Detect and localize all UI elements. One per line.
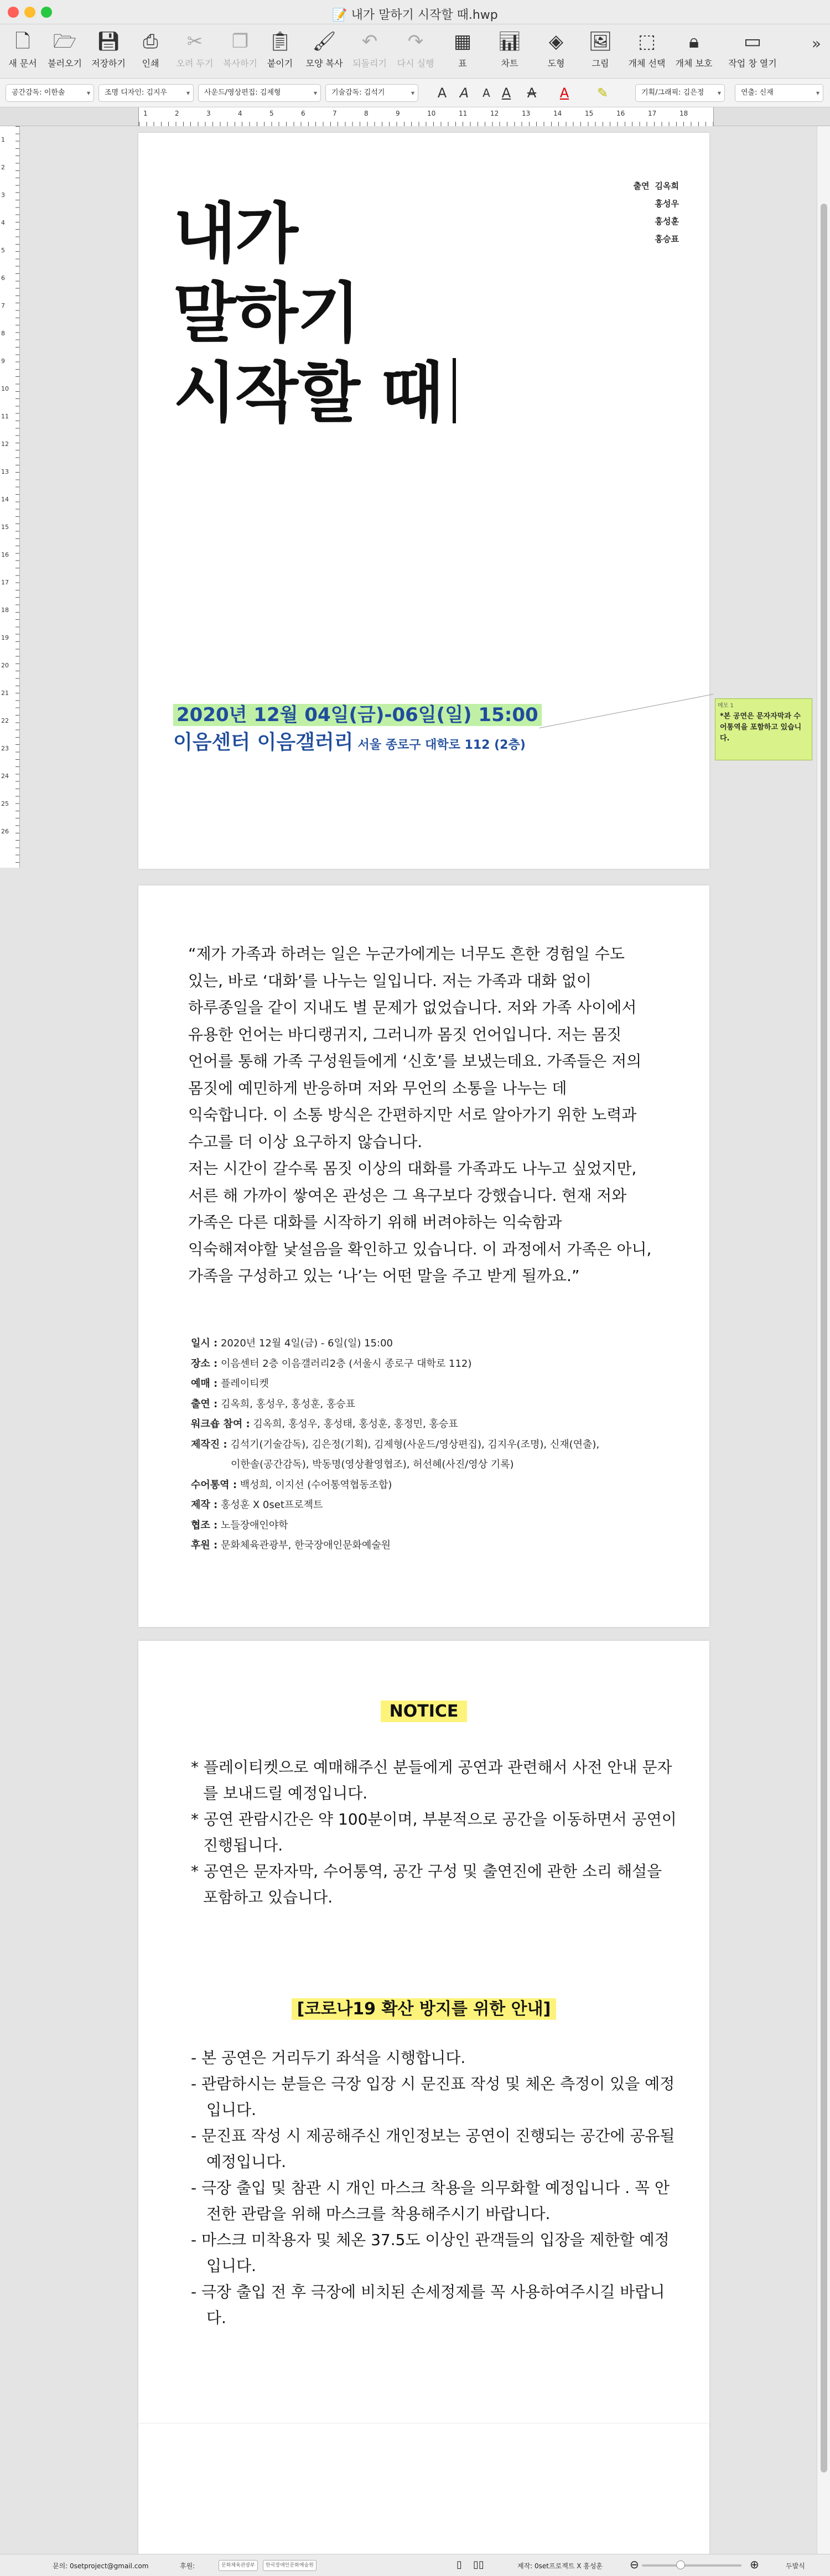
credit-row: [191, 1354, 678, 1375]
ruler-number: 11: [1, 413, 9, 420]
ruler-number: 14: [1, 496, 9, 503]
notice-heading: [138, 1702, 709, 1721]
cast-name: 홍성훈: [655, 216, 679, 226]
ruler-number: 15: [585, 110, 594, 117]
table-button[interactable]: ▦ 표: [440, 28, 485, 76]
credit-key: 일시 :: [191, 1338, 218, 1349]
credit-row: [191, 1516, 678, 1536]
ruler-number: 12: [490, 110, 499, 117]
save-icon: 💾︎: [96, 30, 121, 53]
covid-item: - 극장 출입 전 후 극장에 비치된 손세정제를 꼭 사용하여주시길 바랍니다.: [191, 2283, 665, 2327]
task-pane-icon: ▭: [743, 30, 762, 53]
strikethrough-icon[interactable]: A: [527, 85, 537, 101]
open-task-pane-button[interactable]: ▭ 작업 창 열기: [728, 30, 777, 69]
venue-name: 이음센터 이음갤러리: [173, 731, 354, 754]
title-line: 말하기: [173, 275, 359, 351]
credit-row: [191, 1395, 678, 1415]
covid-item: - 관람하시는 분들은 극장 입장 시 문진표 작성 및 체온 측정이 있을 예정입니다.: [191, 2075, 675, 2119]
credit-row: [191, 1334, 678, 1354]
redo-button[interactable]: ↷ 다시 실행: [397, 30, 434, 69]
ruler-number: 8: [364, 110, 369, 117]
window-title: 📝 내가 말하기 시작할 때.hwp: [332, 8, 498, 22]
ruler-number: 26: [1, 828, 9, 835]
ruler-number: 16: [1, 551, 9, 558]
covid-item: - 마스크 미착용자 및 체온 37.5도 이상인 관객들의 입장을 제한할 예정입니다.: [191, 2231, 670, 2275]
ruler-number: 9: [1, 357, 5, 365]
format-copy-button[interactable]: 🖌︎ 모양 복사: [305, 30, 343, 69]
quote-line: “제가 가족과 하려는 일은 누군가에게는 너무도 흔한 경험일 수도: [188, 945, 625, 963]
ruler-number: 3: [206, 110, 211, 117]
performance-date: 2020년 12월 04일(금)-06일(일) 15:00: [173, 704, 542, 726]
ruler-number: 4: [1, 219, 5, 226]
protect-object-button[interactable]: 🔒︎ 개체 보호: [675, 30, 713, 69]
ruler-number: 6: [301, 110, 305, 117]
ruler-number: 18: [679, 110, 688, 117]
zoom-in-icon[interactable]: ⊕: [750, 2558, 759, 2571]
document-page-3[interactable]: [138, 1641, 709, 2427]
copy-button[interactable]: ❐ 복사하기: [223, 30, 257, 69]
cast-name: 홍성우: [655, 199, 679, 209]
ruler-number: 9: [396, 110, 400, 117]
highlighter-icon[interactable]: ✎: [596, 85, 609, 101]
credit-row: [191, 1414, 678, 1435]
redo-icon: ↷: [407, 30, 424, 53]
ruler-number: 23: [1, 745, 9, 752]
ruler-number: 8: [1, 330, 5, 337]
shape-icon: ◈: [548, 30, 564, 53]
credit-key: 후원 :: [191, 1540, 218, 1551]
cast-label: 출연: [633, 181, 650, 191]
ruler-number: 3: [1, 191, 5, 199]
document-page-1[interactable]: [138, 133, 709, 869]
zoom-slider-knob[interactable]: [676, 2561, 685, 2569]
quote-line: 유용한 언어는 바디랭귀지, 그러니까 몸짓 언어입니다. 저는 몸짓: [188, 1025, 622, 1044]
ruler-number: 17: [1, 579, 9, 586]
document-title: [173, 194, 456, 433]
horizontal-ruler[interactable]: [0, 107, 830, 126]
ruler-number: 1: [143, 110, 148, 117]
folder-icon: 🗁: [53, 30, 77, 53]
memo-header: 메모 1: [718, 703, 734, 709]
credit-row: [191, 1374, 678, 1395]
table-icon: ▦: [453, 30, 472, 53]
covid-item: - 본 공연은 거리두기 좌석을 시행합니다.: [191, 2049, 466, 2067]
credit-key: 협조 :: [191, 1519, 218, 1531]
credit-key: 제작 :: [191, 1499, 218, 1511]
credit-value: 김석기(기술감독), 김은정(기획), 김제형(사운드/영상편집), 김지우(조명), 신재(연출),: [227, 1438, 600, 1450]
font-lang-select[interactable]: 사운드/영상편집: 김제형 ▾: [198, 84, 321, 102]
credit-row: [191, 1435, 678, 1455]
undo-button[interactable]: ↶ 되돌리기: [352, 30, 387, 69]
ruler-number: 7: [1, 302, 5, 309]
picture-icon: 🖼︎: [588, 30, 613, 53]
open-button[interactable]: 🗁 불러오기: [48, 30, 82, 69]
credit-value: 이한솔(공간감독), 박동명(영상촬영협조), 허선혜(사진/영상 기록): [231, 1459, 514, 1470]
format-brush-icon: 🖌︎: [312, 30, 336, 53]
credit-value: 이음센터 2층 이음갤러리2층 (서울시 종로구 대학로 112): [217, 1357, 472, 1370]
zoom-out-icon[interactable]: ⊖: [630, 2558, 639, 2571]
cast-name: 홍승표: [655, 234, 679, 244]
ruler-number: 13: [522, 110, 531, 117]
credit-key: 출연 :: [191, 1398, 218, 1410]
credits-list: [191, 1334, 678, 1556]
credit-key: 장소 :: [191, 1357, 218, 1370]
format-bar: [0, 79, 830, 107]
memo-text: *본 공연은 문자자막과 수어통역을 포함하고 있습니다.: [720, 712, 802, 743]
notice-title: NOTICE: [381, 1701, 468, 1722]
credit-value: 김옥희, 홍성우, 홍성태, 홍성훈, 홍정민, 홍승표: [250, 1418, 458, 1430]
cast-name: 김옥희: [655, 181, 679, 191]
credit-key: 제작진 :: [191, 1438, 227, 1450]
scrollbar-thumb[interactable]: [821, 204, 827, 2473]
ruler-number: 14: [553, 110, 562, 117]
shape-button[interactable]: ◈ 도형: [533, 28, 579, 76]
memo-note[interactable]: [715, 698, 812, 760]
main-toolbar: [0, 24, 830, 79]
ruler-number: 21: [1, 690, 9, 697]
venue-line: [173, 729, 526, 759]
ruler-number: 25: [1, 800, 9, 807]
footer-producer: 제작: 0set프로젝트 X 홍성훈: [517, 2562, 603, 2570]
footer-contact: 문의: 0setproject@gmail.com: [53, 2562, 149, 2570]
credit-value: 김옥희, 홍성우, 홍성훈, 홍승표: [217, 1398, 355, 1410]
copy-icon: ❐: [231, 30, 249, 53]
vertical-scrollbar[interactable]: [817, 126, 830, 2561]
bar-chart-icon: 📊︎: [497, 30, 522, 53]
ruler-number: 7: [333, 110, 337, 117]
font-size-up-icon[interactable]: A: [437, 85, 447, 101]
paste-button[interactable]: 📋︎ 붙이기: [267, 30, 293, 69]
notice-item: * 플레이티켓으로 예매해주신 분들에게 공연과 관련해서 사전 안내 문자를 보내드릴 예정입니다.: [191, 1758, 672, 1802]
clipboard-icon: 📋︎: [268, 30, 292, 53]
ruler-number: 12: [1, 440, 9, 448]
ruler-number: 4: [238, 110, 242, 117]
quote-line: 저는 시간이 갈수록 몸짓 이상의 대화를 가족과도 나누고 싶었지만,: [188, 1159, 637, 1178]
credit-key: 수어통역 :: [191, 1479, 237, 1491]
ruler-number: 11: [459, 110, 468, 117]
chart-button[interactable]: 📊︎ 차트: [497, 30, 522, 69]
quote-line: 익숙합니다. 이 소통 방식은 간편하지만 서로 알아가기 위한 노력과: [188, 1106, 637, 1124]
ruler-number: 6: [1, 274, 5, 282]
ruler-number: 2: [1, 164, 5, 171]
lock-object-icon: 🔒︎: [688, 30, 699, 53]
print-button[interactable]: ⎙ 인쇄: [128, 28, 173, 76]
covid-list: [191, 2045, 678, 2331]
credit-row: [191, 1475, 678, 1496]
select-object-button[interactable]: ⬚ 개체 선택: [628, 30, 666, 69]
credit-value: 문화체육관광부, 한국장애인문화예술원: [217, 1540, 391, 1551]
quote-line: 몸짓에 예민하게 반응하며 저와 무언의 소통을 나누는 데: [188, 1079, 567, 1097]
ruler-number: 16: [616, 110, 625, 117]
toolbar-overflow-icon[interactable]: »: [811, 34, 821, 53]
quote-line: 서른 해 가까이 쌓여온 관성은 그 욕구보다 강했습니다. 현재 저와: [188, 1186, 627, 1205]
cut-button[interactable]: ✂ 오려 두기: [176, 30, 214, 69]
covid-heading: [138, 1995, 709, 2019]
selection-icon: ⬚: [637, 30, 656, 53]
credit-row: [191, 1536, 678, 1556]
page-view-icon[interactable]: ▯: [456, 2559, 462, 2570]
ruler-number: 20: [1, 662, 9, 669]
footer-sponsor-label: 후원:: [180, 2562, 195, 2570]
paragraph-style-select[interactable]: 기획/그래픽: 김은정 ▾: [635, 84, 725, 102]
document-page-2[interactable]: [138, 885, 709, 1627]
cast-list: [634, 177, 679, 248]
title-line: 내가: [173, 195, 297, 272]
new-document-button[interactable]: 🗋 새 문서: [8, 30, 37, 69]
superscript-icon[interactable]: A: [483, 86, 490, 100]
credit-value: 백성희, 이지선 (수어통역협동조합): [237, 1479, 392, 1491]
quote-line: 가족은 다른 대화를 시작하기 위해 버려야하는 익숙함과: [188, 1213, 562, 1231]
two-page-view-icon[interactable]: ▯▯: [473, 2559, 484, 2570]
ruler-number: 18: [1, 607, 9, 614]
ruler-number: 15: [1, 524, 9, 531]
venue-address: 서울 종로구 대학로 112 (2층): [357, 738, 526, 752]
ruler-number: 24: [1, 773, 9, 780]
quote-line: 익숙해져야할 낯설음을 확인하고 있습니다. 이 과정에서 가족은 아니,: [188, 1240, 652, 1258]
credit-row: [191, 1495, 678, 1516]
notice-list: [191, 1754, 678, 1910]
line-spacing-select[interactable]: 연출: 신재 ▾: [735, 84, 823, 102]
credit-value: 2020년 12월 4일(금) - 6일(일) 15:00: [217, 1338, 393, 1349]
style-select[interactable]: 공간감독: 이한솔 ▾: [6, 84, 94, 102]
credit-row: [191, 1455, 678, 1475]
ruler-number: 13: [1, 468, 9, 475]
quote-line: 가족을 구성하고 있는 ‘나’는 어떤 말을 주고 받게 될까요.”: [188, 1267, 580, 1285]
document-page-4[interactable]: [138, 2424, 709, 2562]
ruler-number: 1: [1, 136, 5, 143]
quote-line: 언어를 통해 가족 구성원들에게 ‘신호’를 보냈는데요. 가족들은 저의: [188, 1052, 642, 1070]
font-color-icon[interactable]: A: [559, 85, 569, 101]
notice-item: * 공연은 문자자막, 수어통역, 공간 구성 및 출연진에 관한 소리 해설을 포함하고 있습니다.: [191, 1862, 662, 1906]
font-name: 두발식: [786, 2562, 805, 2570]
ruler-number: 10: [427, 110, 436, 117]
vertical-ruler[interactable]: [0, 126, 20, 868]
size-select[interactable]: 기술감독: 김석기 ▾: [325, 84, 418, 102]
underline-icon[interactable]: A: [501, 85, 511, 101]
new-document-icon: 🗋: [15, 30, 30, 53]
covid-item: - 극장 출입 및 참관 시 개인 마스크 착용을 의무화할 예정입니다 . 꼭 안전한 관람을 위해 마스크를 착용해주시기 바랍니다.: [191, 2179, 670, 2223]
memo-connector: [540, 694, 713, 728]
undo-icon: ↶: [361, 30, 378, 53]
covid-item: - 문진표 작성 시 제공해주신 개인정보는 공연이 진행되는 공간에 공유될 예정입니다.: [191, 2127, 675, 2171]
font-select[interactable]: 조명 디자인: 김지우 ▾: [98, 84, 194, 102]
ruler-number: 5: [269, 110, 274, 117]
ruler-number: 5: [1, 247, 5, 254]
credit-value: 플레이티켓: [217, 1378, 269, 1390]
covid-title: [코로나19 확산 방지를 위한 안내]: [292, 1998, 557, 2020]
credit-value: 노들장애인야학: [217, 1519, 288, 1531]
save-button[interactable]: 💾︎ 저장하기: [91, 30, 126, 69]
sponsor-logo-1: 문화체육관광부: [219, 2560, 258, 2571]
ruler-number: 2: [175, 110, 179, 117]
credit-key: 예매 :: [191, 1378, 218, 1390]
picture-button[interactable]: 🖼︎ 그림: [588, 30, 613, 69]
text-cursor: [453, 358, 456, 423]
artist-statement: [188, 941, 670, 1290]
ruler-scale: [138, 107, 714, 126]
ruler-number: 19: [1, 634, 9, 641]
window-title-bar: [0, 0, 830, 24]
quote-line: 수고를 더 이상 요구하지 않습니다.: [188, 1132, 423, 1151]
status-bar: [0, 2554, 830, 2576]
zoom-slider[interactable]: [642, 2564, 741, 2567]
notice-item: * 공연 관람시간은 약 100분이며, 부분적으로 공간을 이동하면서 공연이 진행됩니다.: [191, 1810, 677, 1854]
italic-icon[interactable]: A: [459, 85, 469, 101]
credit-value: 홍성훈 X 0set프로젝트: [217, 1499, 323, 1511]
credit-key: 워크숍 참여 :: [191, 1418, 250, 1430]
ruler-number: 10: [1, 385, 9, 392]
ruler-number: 17: [648, 110, 657, 117]
quote-line: 하루종일을 같이 지내도 별 문제가 없었습니다. 저와 가족 사이에서: [188, 998, 637, 1017]
title-line: 시작할 때: [173, 355, 443, 431]
ruler-number: 22: [1, 717, 9, 724]
scissors-icon: ✂: [186, 30, 203, 53]
quote-line: 있는, 바로 ‘대화’를 나누는 일입니다. 저는 가족과 대화 없이: [188, 971, 592, 990]
sponsor-logo-2: 한국장애인문화예술원: [263, 2560, 317, 2571]
printer-icon: ⎙: [143, 30, 158, 53]
